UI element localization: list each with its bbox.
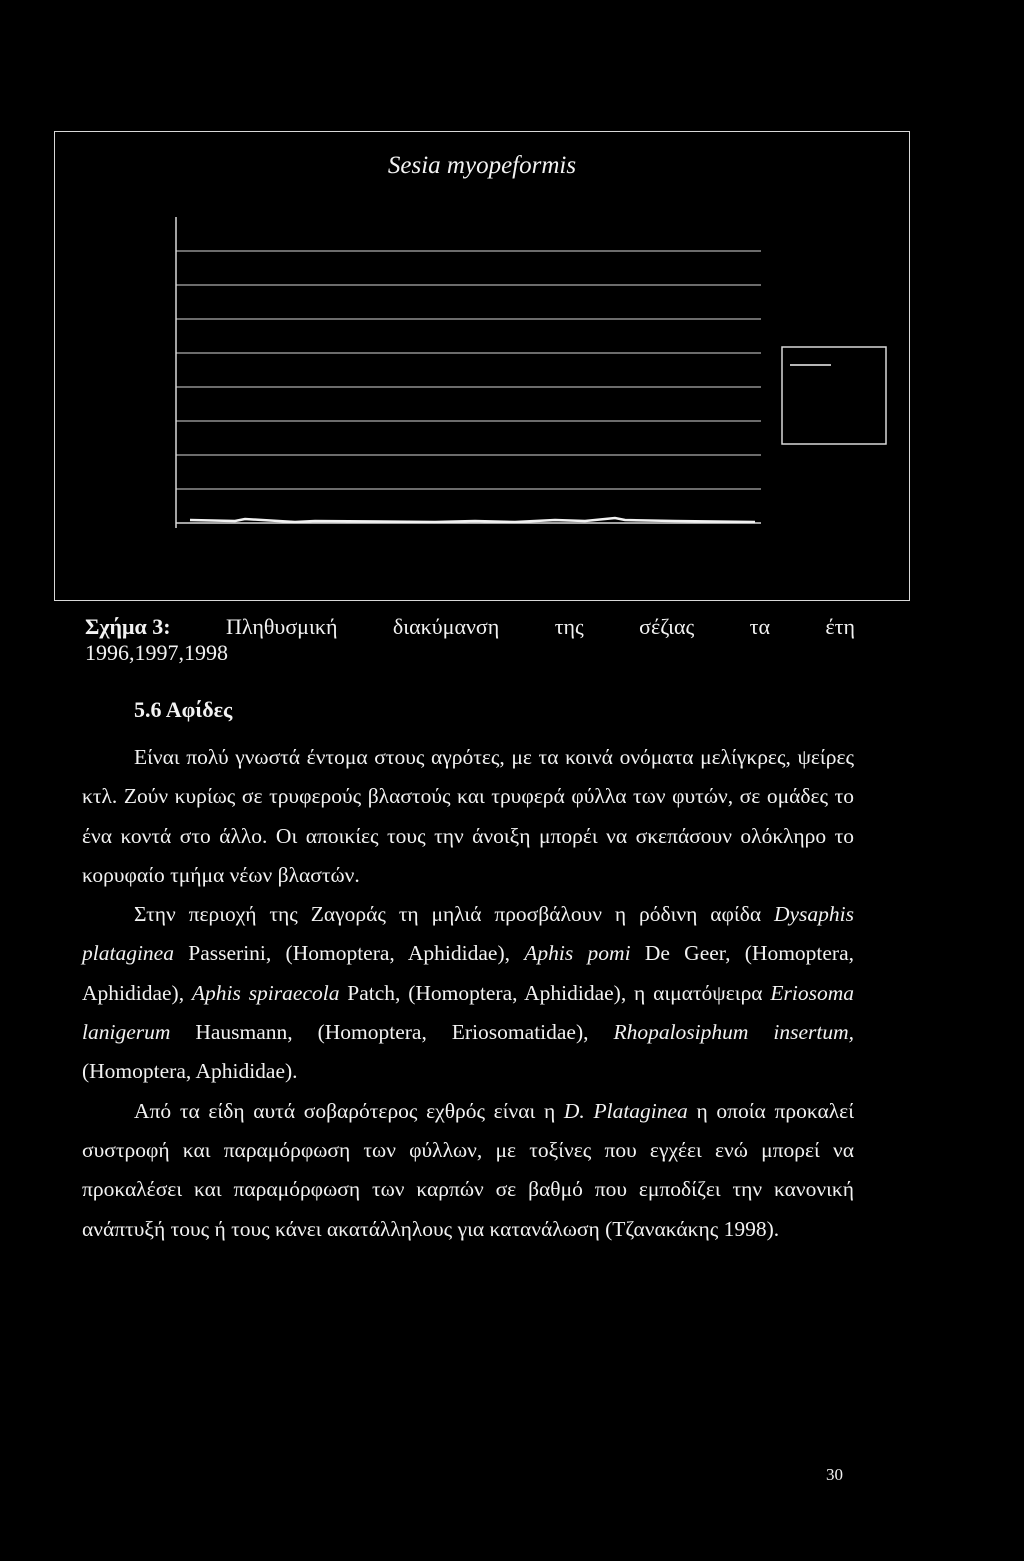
- caption-word: Πληθυσμική: [226, 614, 338, 639]
- caption-word: τα: [749, 614, 770, 639]
- gridlines: [176, 251, 761, 489]
- caption-years: 1996,1997,1998: [85, 640, 228, 665]
- paragraph-1: Είναι πολύ γνωστά έντομα στους αγρότες, με τα κοινά ονόματα μελίγκρες, ψείρες κτλ. Ζούν κυρίως σε τρυφερούς βλαστούς και τρυφερά φύλλα των φυτών, σε ομάδες το ένα κοντά στο άλλο. Οι αποικίες τους την άνοιξη μπορέι να σκεπάσουν ολόκληρο το κορυφαίο τμήμα νέων βλαστών.: [82, 745, 854, 887]
- paragraph-3: Από τα είδη αυτά σοβαρότερος εχθρός είναι η D. Plataginea η οποία προκαλεί συστροφή και παραμόρφωση των φύλλων, με τοξίνες που εγχέει ενώ μπορεί να προκαλέσει και παραμόρφωση των καρπών σε βαθμό που εμποδίζει την κανονική ανάπτυξή τους ή τους κάνει ακατάλληλους για κατανάλωση (Τζανακάκης 1998).: [82, 1098, 854, 1241]
- figure-frame: [54, 131, 910, 601]
- figure-caption: [85, 612, 855, 642]
- caption-word: της: [554, 614, 584, 639]
- caption-word: σέζιας: [639, 614, 695, 639]
- species-name: Eriosoma lanigerum: [82, 980, 854, 1045]
- legend: [782, 347, 886, 444]
- species-name: D. Plataginea: [563, 1098, 688, 1123]
- species-name: Aphis spiraecola: [191, 980, 340, 1005]
- chart-area: [55, 132, 911, 602]
- caption-word: έτη: [825, 614, 855, 639]
- section-heading: 5.6 Αφίδες: [134, 697, 233, 722]
- page-number: 30: [826, 1465, 843, 1484]
- caption-label: Σχήμα 3:: [85, 614, 171, 639]
- figure-title: Sesia myopeformis: [387, 152, 577, 179]
- species-name: Dysaphis plataginea: [82, 902, 854, 966]
- species-name: Aphis pomi: [524, 941, 631, 966]
- species-name: Rhopalosiphum insertum,: [613, 1020, 854, 1045]
- paragraph-2: Στην περιοχή της Ζαγοράς τη μηλιά προσβάλουν η ρόδινη αφίδα Dysaphis plataginea Passerini, (Homoptera, Aphididae), Aphis pomi De Geer, (Homoptera, Aphididae), Aphis spiraecola Patch, (Homoptera, Aphididae), η αιματόψειρα Eriosoma lanigerum Hausmann, (Homoptera, Eriosomatidae), Rhopalosiphum insertum, (Homoptera, Aphididae).: [82, 902, 855, 1084]
- caption-word: διακύμανση: [392, 614, 500, 639]
- legend-box: [782, 347, 886, 444]
- series-line: [190, 518, 755, 522]
- body-text: [82, 738, 854, 1249]
